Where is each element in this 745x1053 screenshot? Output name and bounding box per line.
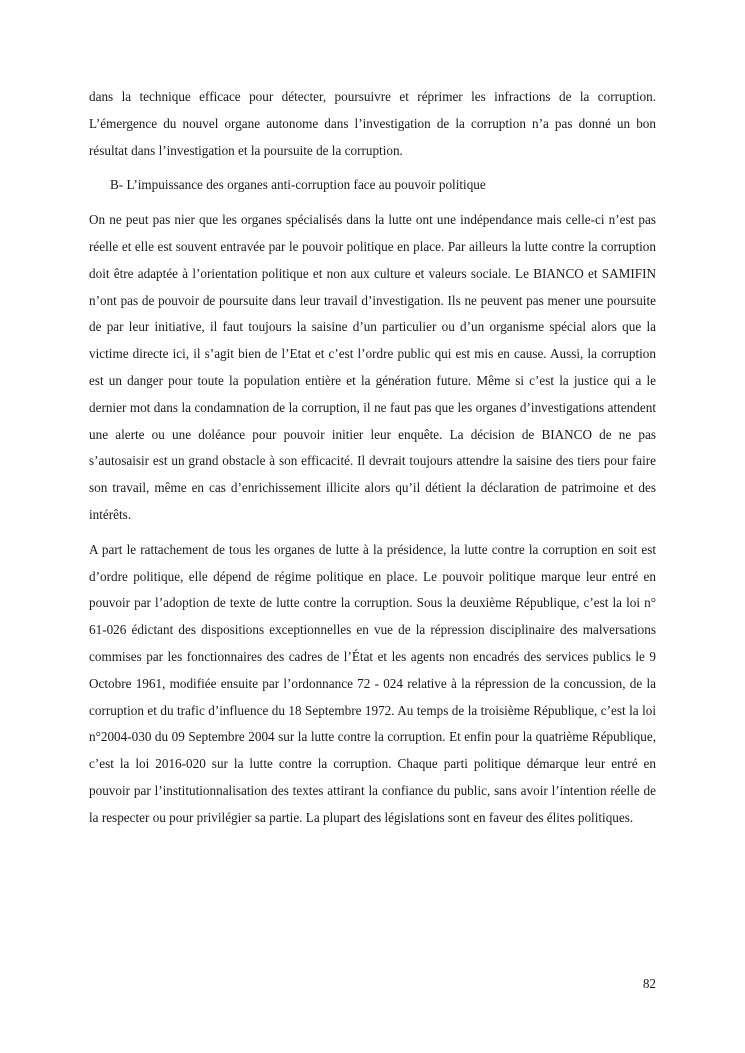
paragraph-intro-continuation: dans la technique efficace pour détecter, poursuivre et réprimer les infractions de la corruption. L’émergence du nouvel organe autonome dans l’investigation de la corruption n’a pas donné un bon résultat dans l’investigation et la poursuite de la corruption. [89, 89, 656, 158]
document-page [89, 84, 656, 832]
paragraph-independence: On ne peut pas nier que les organes spécialisés dans la lutte ont une indépendance mais celle-ci n’est pas réelle et elle est souvent entravée par le pouvoir politique en place. Par ailleurs la lutte contre la corruption doit être adaptée à l’orientation politique et non aux culture et valeurs sociale. Le BIANCO et SAMIFIN n’ont pas de pouvoir de poursuite dans leur travail d’investigation. Ils ne peuvent pas mener une poursuite de par leur initiative, il faut toujours la saisine d’un particulier ou d’un organisme spécial alors que la victime directe ici, il s’agit bien de l’Etat et c’est l’ordre public qui est mis en cause. Aussi, la corruption est un danger pour toute la population entière et la génération future. Même si c’est la justice qui a le dernier mot dans la condamnation de la corruption, il ne faut pas que les organes d’investigations attendent une alerte ou une doléance pour pouvoir initier leur enquête. La décision de BIANCO de ne pas s’autosaisir est un grand obstacle à son efficacité. Il devrait toujours attendre la saisine des tiers pour faire son travail, même en cas d’enrichissement illicite alors qu’il détient la déclaration de patrimoine et des intérêts. [89, 212, 656, 522]
paragraph-political-regime: A part le rattachement de tous les organes de lutte à la présidence, la lutte contre la corruption en soit est d’ordre politique, elle dépend de régime politique en place. Le pouvoir politique marque leur entré en pouvoir par l’adoption de texte de lutte contre la corruption. Sous la deuxième République, c’est la loi n° 61-026 édictant des dispositions exceptionnelles en vue de la répression disciplinaire des malversations commises par les fonctionnaires des cadres de l’État et les agents non encadrés des services publics le 9 Octobre 1961, modifiée ensuite par l’ordonnance 72 - 024 relative à la répression de la concussion, de la corruption et du trafic d’influence du 18 Septembre 1972. Au temps de la troisième République, c’est la loi n°2004-030 du 09 Septembre 2004 sur la lutte contre la corruption. Et enfin pour la quatrième République, c’est la loi 2016-020 sur la lutte contre la corruption. Chaque parti politique démarque leur entré en pouvoir par l’institutionnalisation des textes attirant la confiance du public, sans avoir l’intention réelle de la respecter ou pour privilégier sa partie. La plupart des législations sont en faveur des élites politiques. [89, 541, 656, 825]
section-heading-b: B- L’impuissance des organes anti-corruption face au pouvoir politique [110, 177, 486, 193]
page-number: 82 [642, 976, 656, 991]
